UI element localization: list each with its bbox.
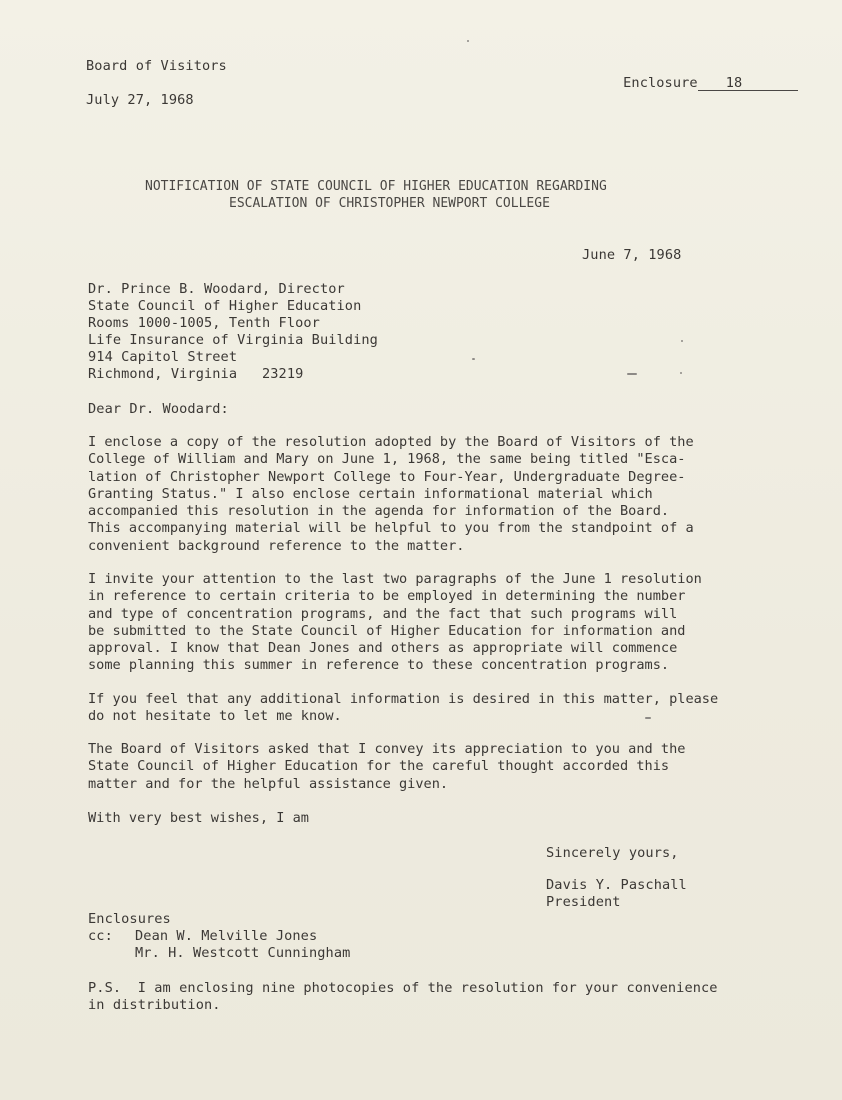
letter-date: June 7, 1968: [582, 247, 682, 263]
paper-speck: [472, 358, 475, 360]
salutation: Dear Dr. Woodard:: [88, 401, 229, 417]
paper-speck: [680, 372, 682, 374]
enclosures-label: Enclosures: [88, 911, 171, 927]
cc-recipient: Mr. H. Westcott Cunningham: [135, 945, 351, 961]
enclosure-label: Enclosure: [623, 75, 698, 91]
address-line: State Council of Higher Education: [88, 298, 362, 314]
paper-speck: [681, 340, 683, 342]
address-line: 914 Capitol Street: [88, 349, 238, 365]
valediction: Sincerely yours,: [546, 845, 679, 861]
address-line: Life Insurance of Virginia Building: [88, 332, 378, 348]
signatory-name: Davis Y. Paschall: [546, 877, 687, 893]
enclosure-number: 18: [698, 76, 798, 91]
header-organization: Board of Visitors: [86, 58, 227, 74]
body-paragraph: I invite your attention to the last two paragraphs of the June 1 resolution in reference to certain criteria to be employed in determining the number and type of concentration programs, and the fact that such programs will be submitted to the State Council of Higher Education for information and approval. I know that Dean Jones and others as appropriate will commence some planning this summer in reference to these concentration programs.: [88, 571, 702, 674]
signatory-title: President: [546, 894, 621, 910]
paper-speck: [627, 373, 637, 375]
header-date: July 27, 1968: [86, 92, 194, 108]
document-title-line-2: ESCALATION OF CHRISTOPHER NEWPORT COLLEGE: [229, 196, 550, 211]
cc-recipient: Dean W. Melville Jones: [135, 928, 318, 944]
address-line: Dr. Prince B. Woodard, Director: [88, 281, 345, 297]
document-title-line-1: NOTIFICATION OF STATE COUNCIL OF HIGHER EDUCATION REGARDING: [145, 179, 607, 194]
postscript-line: P.S. I am enclosing nine photocopies of the resolution for your convenience: [88, 980, 718, 996]
body-paragraph: I enclose a copy of the resolution adopted by the Board of Visitors of the College of William and Mary on June 1, 1968, the same being titled "Esca- lation of Christopher Newport College to Four-Year, Undergraduate Degree- Granting Status." I also enclose certain informational material which accompanied this resolution in the agenda for information of the Board. This accompanying material will be helpful to you from the standpoint of a convenient background reference to the matter.: [88, 434, 694, 554]
body-paragraph: If you feel that any additional information is desired in this matter, please do not hesitate to let me know.: [88, 691, 719, 725]
address-line: Rooms 1000-1005, Tenth Floor: [88, 315, 320, 331]
cc-label: cc:: [88, 928, 113, 944]
address-line: Richmond, Virginia 23219: [88, 366, 304, 382]
paper-speck: [645, 717, 651, 719]
body-paragraph: The Board of Visitors asked that I convey its appreciation to you and the State Council of Higher Education for the careful thought accorded this matter and for the helpful assistance given.: [88, 741, 686, 792]
body-paragraph: With very best wishes, I am: [88, 810, 309, 826]
postscript-line: in distribution.: [88, 997, 221, 1013]
enclosure-marker: [590, 58, 798, 109]
paper-speck: [467, 40, 469, 42]
